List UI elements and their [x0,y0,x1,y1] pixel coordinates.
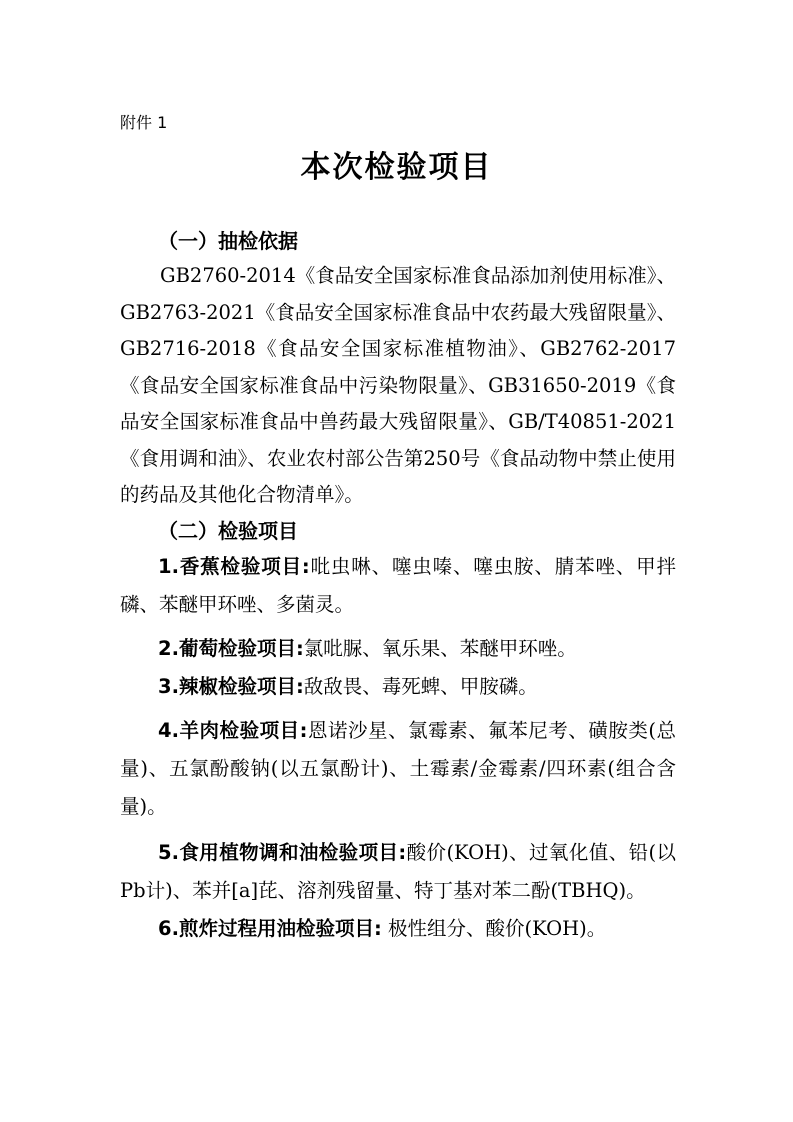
item-text: 氯吡脲、氧乐果、苯醚甲环唑。 [303,636,577,660]
item-text: 吡虫啉、噻虫嗪、噻虫胺、腈苯唑、甲拌磷、苯醚甲环唑、多菌灵。 [120,554,676,616]
basis-paragraph: GB2760-2014《食品安全国家标准食品添加剂使用标准》、GB2763-2021《食品安全国家标准食品中农药最大残留限量》、GB2716-2018《食品安全国家标准植物油》、GB2762-2017《食品安全国家标准食品中污染物限量》、GB31650-2019《食品安全国家标准食品中兽药最大残留限量》、GB/T40851-2021《食用调和油》、农业农村部公告第250号《食品动物中禁止使用的药品及其他化合物清单》。 [120,264,676,506]
item-label: 2.葡萄检验项目: [158,636,304,660]
inspection-item-banana [120,548,676,624]
item-text: 极性组分、酸价(KOH)。 [381,916,607,940]
inspection-item-mutton [120,712,676,826]
inspection-item-frying-oil [120,910,676,948]
item-label: 1.香蕉检验项目: [158,554,310,578]
inspection-item-pepper [120,668,676,706]
item-label: 5.食用植物调和油检验项目: [158,840,407,864]
section-heading-basis: （一）抽检依据 [158,229,298,253]
page-title: 本次检验项目 [300,150,493,185]
inspection-item-grape [120,630,676,668]
section-heading-items: （二）检验项目 [158,518,298,543]
item-text: 敌敌畏、毒死蜱、甲胺磷。 [303,674,538,698]
document-body [120,224,676,948]
inspection-item-blended-oil [120,834,676,910]
item-text: 酸价(KOH)、过氧化值、铅(以Pb计)、苯并[a]芘、溶剂残留量、特丁基对苯二酚(TBHQ)。 [120,840,677,902]
attachment-label: 附件 1 [120,113,168,132]
item-label: 3.辣椒检验项目: [158,674,304,698]
item-text: 恩诺沙星、氯霉素、氟苯尼考、磺胺类(总量)、五氯酚酸钠(以五氯酚计)、土霉素/金霉素/四环素(组合含量)。 [120,718,677,818]
item-label: 6.煎炸过程用油检验项目: [158,916,382,940]
item-label: 4.羊肉检验项目: [158,718,308,742]
